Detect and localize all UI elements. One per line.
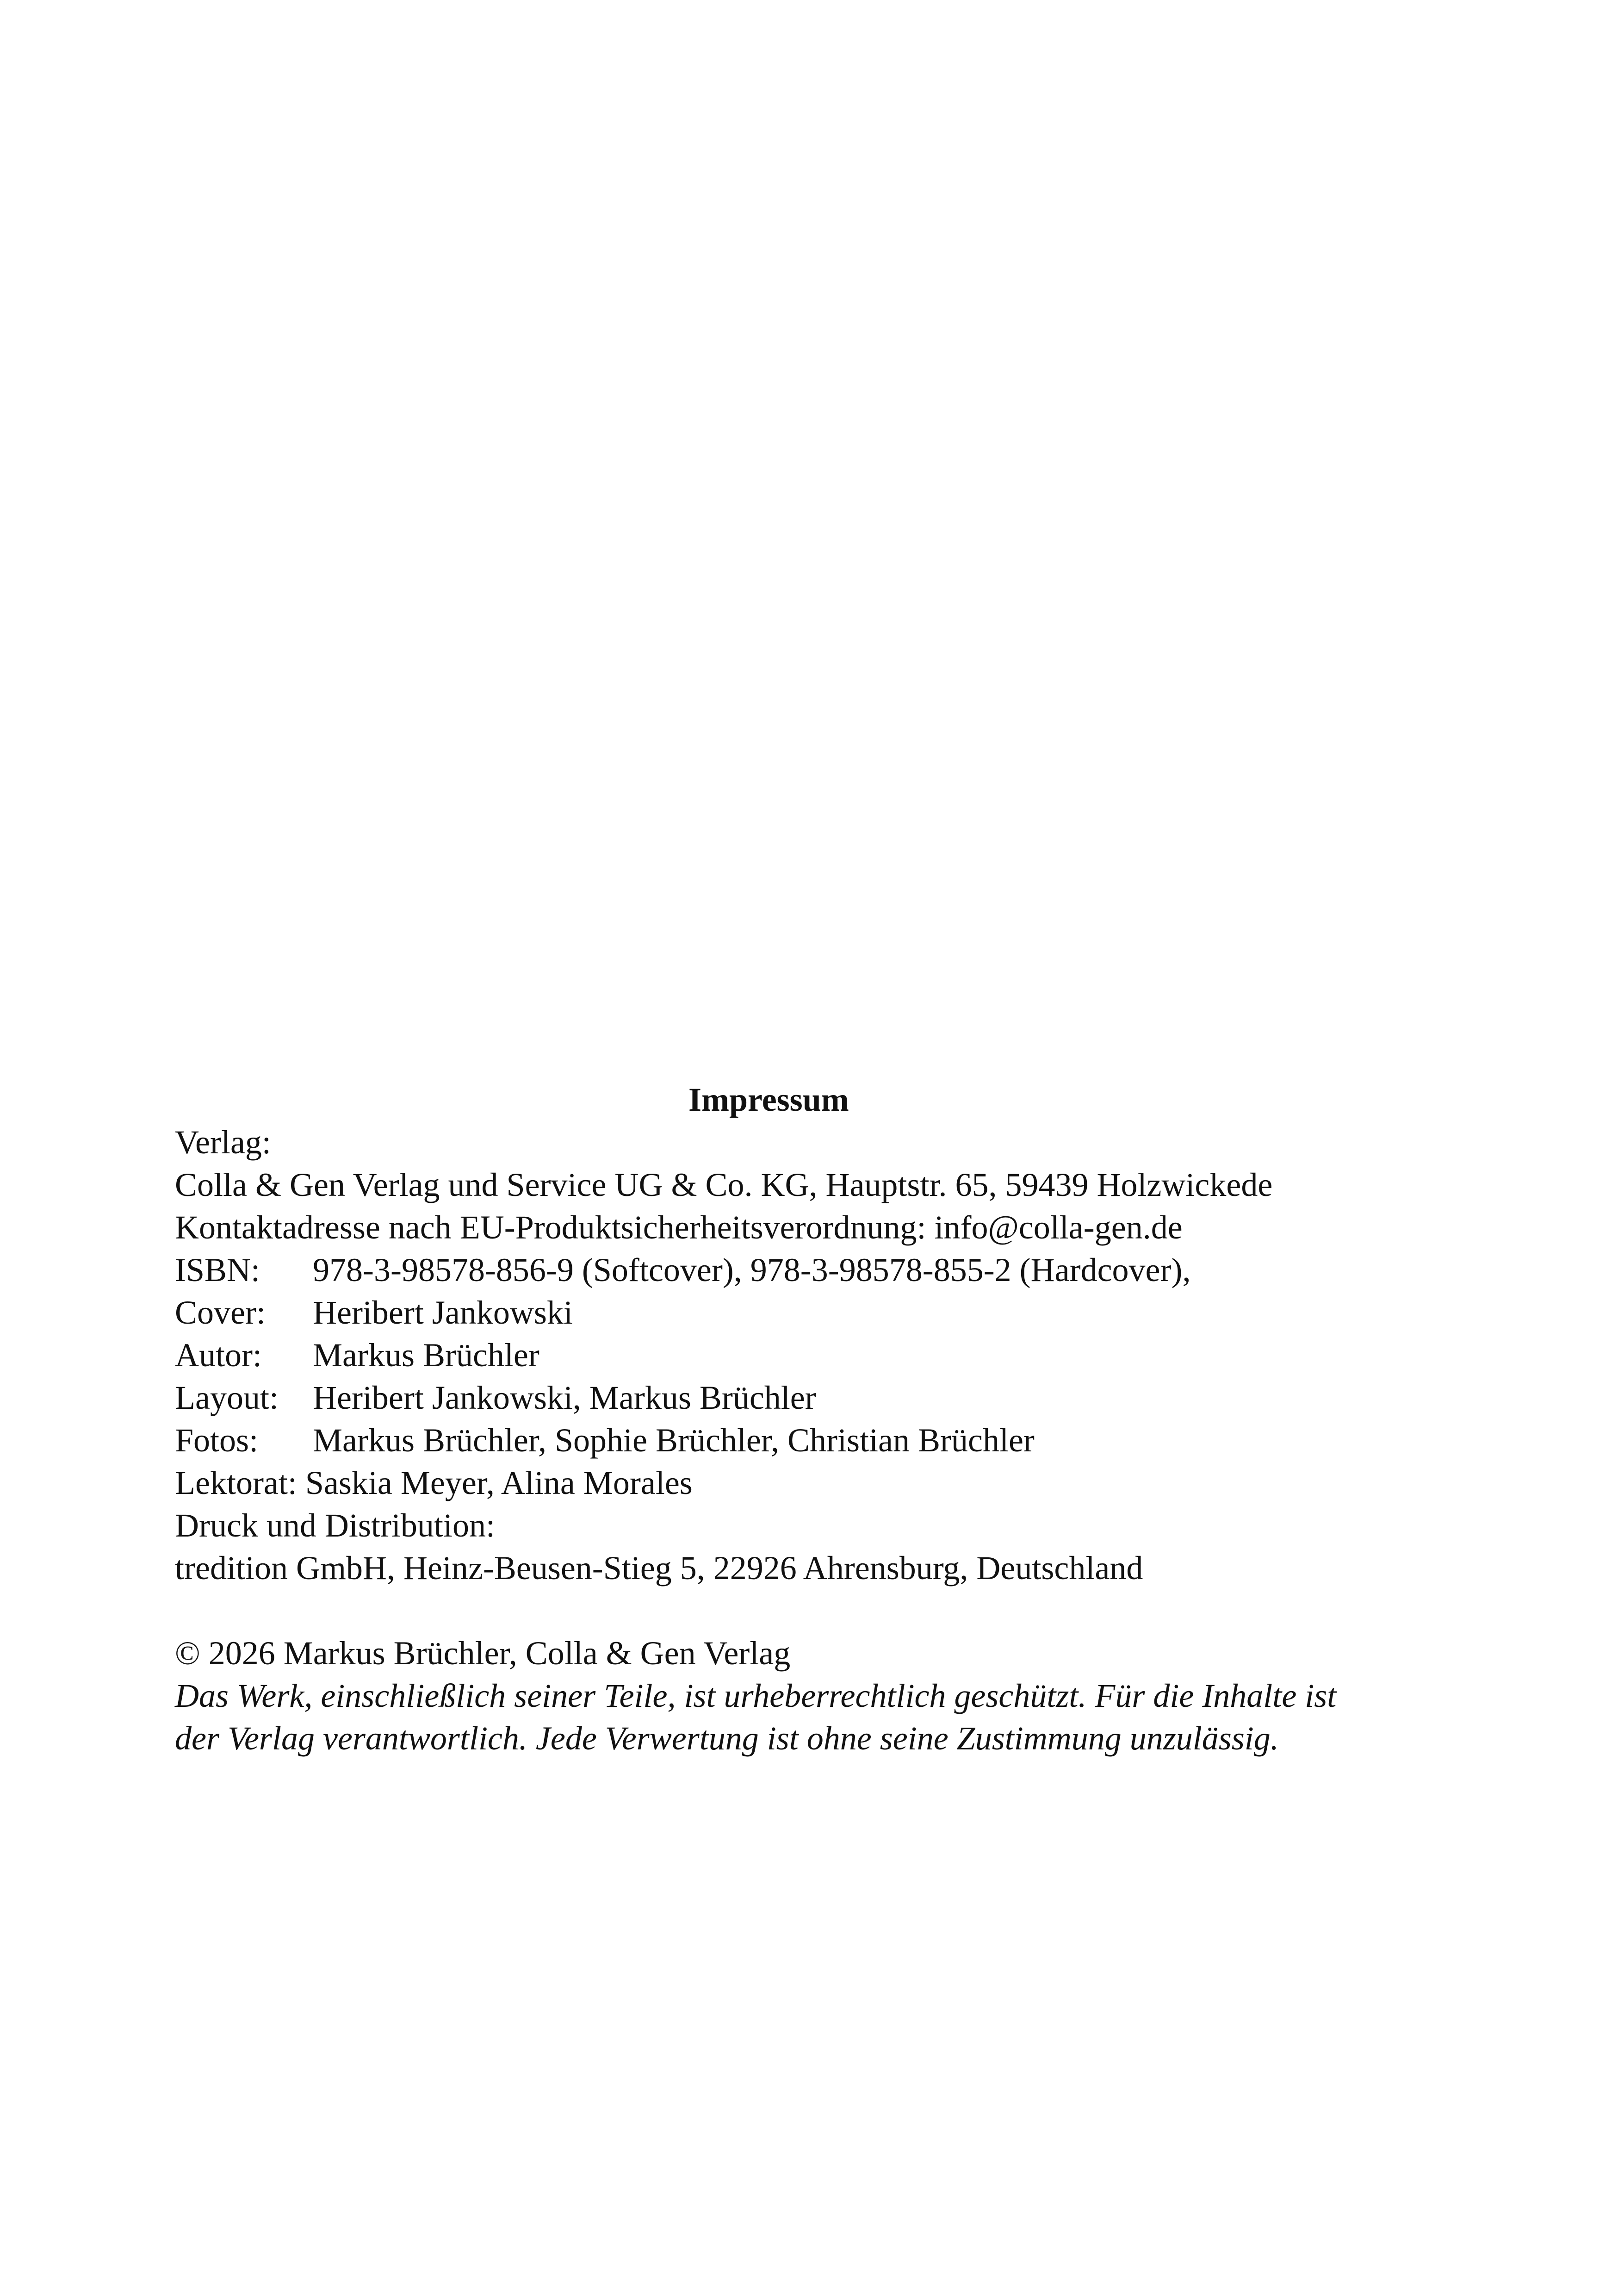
credit-row-layout [175,1376,1378,1419]
rights-notice-line-2: der Verlag verantwortlich. Jede Verwertung ist ohne seine Zustimmung unzulässig. [175,1720,1279,1757]
credit-label: ISBN: [175,1251,260,1288]
credit-row-isbn [175,1249,1378,1291]
credit-row-cover [175,1291,1378,1334]
credit-value: Markus Brüchler [313,1337,539,1374]
credit-value: Heribert Jankowski [313,1294,573,1331]
credit-value: Saskia Meyer, Alina Morales [305,1464,693,1501]
contact-line: Kontaktadresse nach EU-Produktsicherheitsverordnung: info@colla-gen.de [175,1209,1183,1246]
impressum-title [0,1078,1202,1121]
credit-row-author [175,1334,1378,1376]
publisher-address: Colla & Gen Verlag und Service UG & Co. KG, Hauptstr. 65, 59439 Holzwickede [175,1166,1273,1203]
credit-label: Autor: [175,1337,262,1374]
print-address: tredition GmbH, Heinz-Beusen-Stieg 5, 22926 Ahrensburg, Deutschland [175,1549,1143,1587]
section-spacer [175,1589,1378,1632]
impressum-block [175,1078,1378,1760]
credit-row-photos [175,1419,1378,1462]
credit-value: 978-3-98578-856-9 (Softcover), 978-3-98578-855-2 (Hardcover), [313,1251,1191,1288]
credit-label: Lektorat: [175,1464,297,1501]
credit-row-editing [175,1462,1378,1504]
credit-label: Cover: [175,1294,266,1331]
rights-notice-line-1: Das Werk, einschließlich seiner Teile, ist urheberrechtlich geschützt. Für die Inhalte ist [175,1677,1337,1714]
credit-label: Layout: [175,1379,279,1416]
publisher-heading: Verlag: [175,1124,271,1161]
print-heading: Druck und Distribution: [175,1507,495,1544]
credit-value: Markus Brüchler, Sophie Brüchler, Christian Brüchler [313,1422,1035,1459]
impressum-title-text: Impressum [688,1081,849,1118]
credit-value: Heribert Jankowski, Markus Brüchler [313,1379,816,1416]
credit-label: Fotos: [175,1422,259,1459]
copyright-line: © 2026 Markus Brüchler, Colla & Gen Verlag [175,1635,791,1672]
